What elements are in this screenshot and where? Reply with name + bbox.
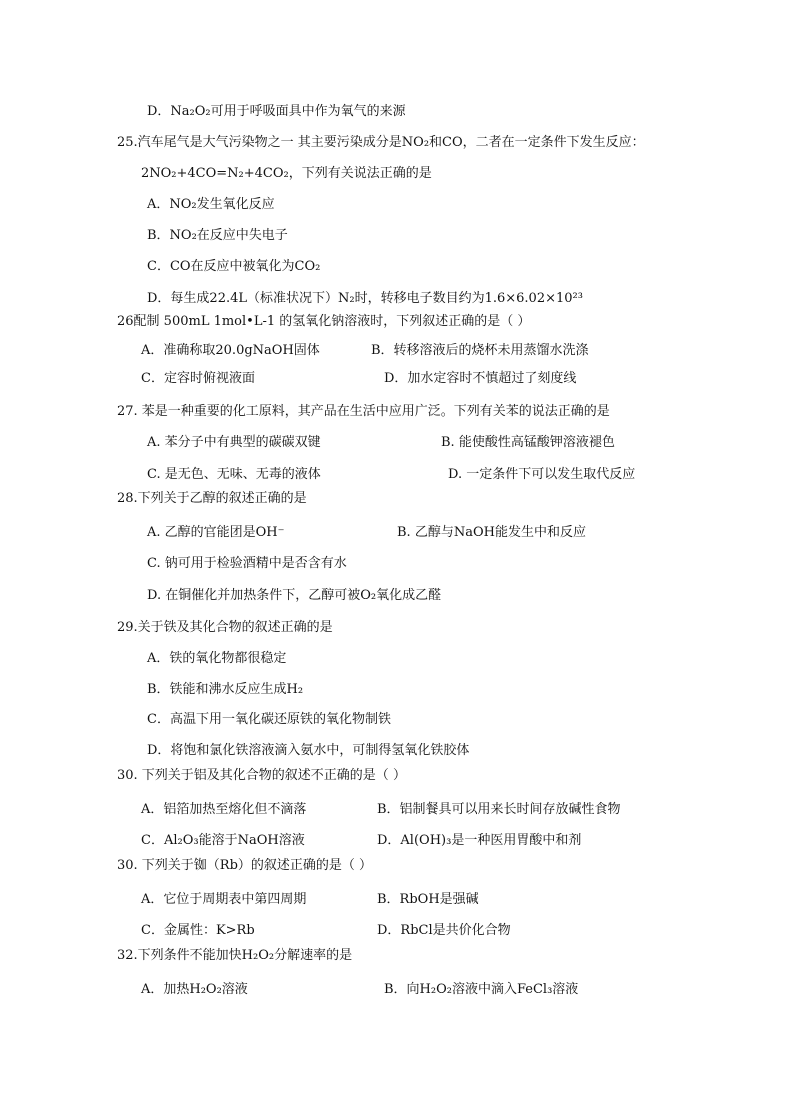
q25-equation: 2NO₂+4CO=N₂+4CO₂，下列有关说法正确的是 (141, 166, 432, 181)
q28-option-a: A. 乙醇的官能团是OH⁻ (147, 525, 285, 540)
q32-option-b: B．向H₂O₂溶液中滴入FeCl₃溶液 (384, 982, 579, 997)
q27-option-b: B. 能使酸性高锰酸钾溶液褪色 (441, 435, 615, 450)
q26-option-c: C．定容时俯视液面 (141, 371, 255, 386)
q32-option-a: A．加热H₂O₂溶液 (141, 982, 248, 997)
q30b-option-b: B．RbOH是强碱 (377, 892, 479, 907)
q25-option-b: B．NO₂在反应中失电子 (147, 228, 288, 243)
q30a-stem: 30. 下列关于铝及其化合物的叙述不正确的是（ ） (117, 768, 406, 783)
q25-option-c: C．CO在反应中被氧化为CO₂ (147, 259, 321, 274)
q26-stem: 26配制 500mL 1mol•L-1 的氢氧化钠溶液时，下列叙述正确的是（ ） (117, 314, 531, 329)
q30b-option-d: D．RbCl是共价化合物 (377, 923, 511, 938)
q30b-option-c: C．金属性：K>Rb (141, 923, 255, 938)
q26-option-d: D．加水定容时不慎超过了刻度线 (384, 371, 577, 386)
q30b-stem: 30. 下列关于铷（Rb）的叙述正确的是（ ） (117, 858, 373, 873)
q27-option-a: A. 苯分子中有典型的碳碳双键 (147, 435, 321, 450)
q29-option-a: A．铁的氧化物都很稳定 (147, 651, 287, 666)
q30a-option-a: A．铝箔加热至熔化但不滴落 (141, 802, 307, 817)
q29-stem: 29.关于铁及其化合物的叙述正确的是 (117, 620, 333, 635)
q28-option-c: C. 钠可用于检验酒精中是否含有水 (147, 556, 347, 571)
q27-stem: 27. 苯是一种重要的化工原料，其产品在生活中应用广泛。下列有关苯的说法正确的是 (117, 404, 610, 419)
q26-option-b: B．转移溶液后的烧杯未用蒸馏水洗涤 (371, 343, 589, 358)
q28-stem: 28.下列关于乙醇的叙述正确的是 (117, 491, 307, 506)
q24-option-d: D．Na₂O₂可用于呼吸面具中作为氧气的来源 (147, 104, 406, 119)
q30b-option-a: A．它位于周期表中第四周期 (141, 892, 307, 907)
q25-option-a: A．NO₂发生氧化反应 (147, 197, 275, 212)
q25-stem: 25.汽车尾气是大气污染物之一 其主要污染成分是NO₂和CO，二者在一定条件下发生反应： (117, 135, 645, 150)
q27-option-d: D. 一定条件下可以发生取代反应 (448, 467, 636, 482)
q25-option-d: D．每生成22.4L（标准状况下）N₂时，转移电子数目约为1.6×6.02×10²³ (147, 291, 583, 306)
q29-option-d: D．将饱和氯化铁溶液滴入氨水中，可制得氢氧化铁胶体 (147, 743, 470, 758)
q30a-option-b: B．铝制餐具可以用来长时间存放碱性食物 (377, 802, 621, 817)
q30a-option-d: D．Al(OH)₃是一种医用胃酸中和剂 (377, 833, 582, 848)
q29-option-b: B．铁能和沸水反应生成H₂ (147, 682, 304, 697)
q27-option-c: C. 是无色、无味、无毒的液体 (147, 467, 321, 482)
q29-option-c: C．高温下用一氧化碳还原铁的氧化物制铁 (147, 712, 391, 727)
q26-option-a: A．准确称取20.0gNaOH固体 (141, 343, 320, 358)
q28-option-b: B. 乙醇与NaOH能发生中和反应 (397, 525, 586, 540)
q30a-option-c: C．Al₂O₃能溶于NaOH溶液 (141, 833, 305, 848)
q32-stem: 32.下列条件不能加快H₂O₂分解速率的是 (117, 948, 353, 963)
q28-option-d: D. 在铜催化并加热条件下，乙醇可被O₂氧化成乙醛 (147, 588, 442, 603)
